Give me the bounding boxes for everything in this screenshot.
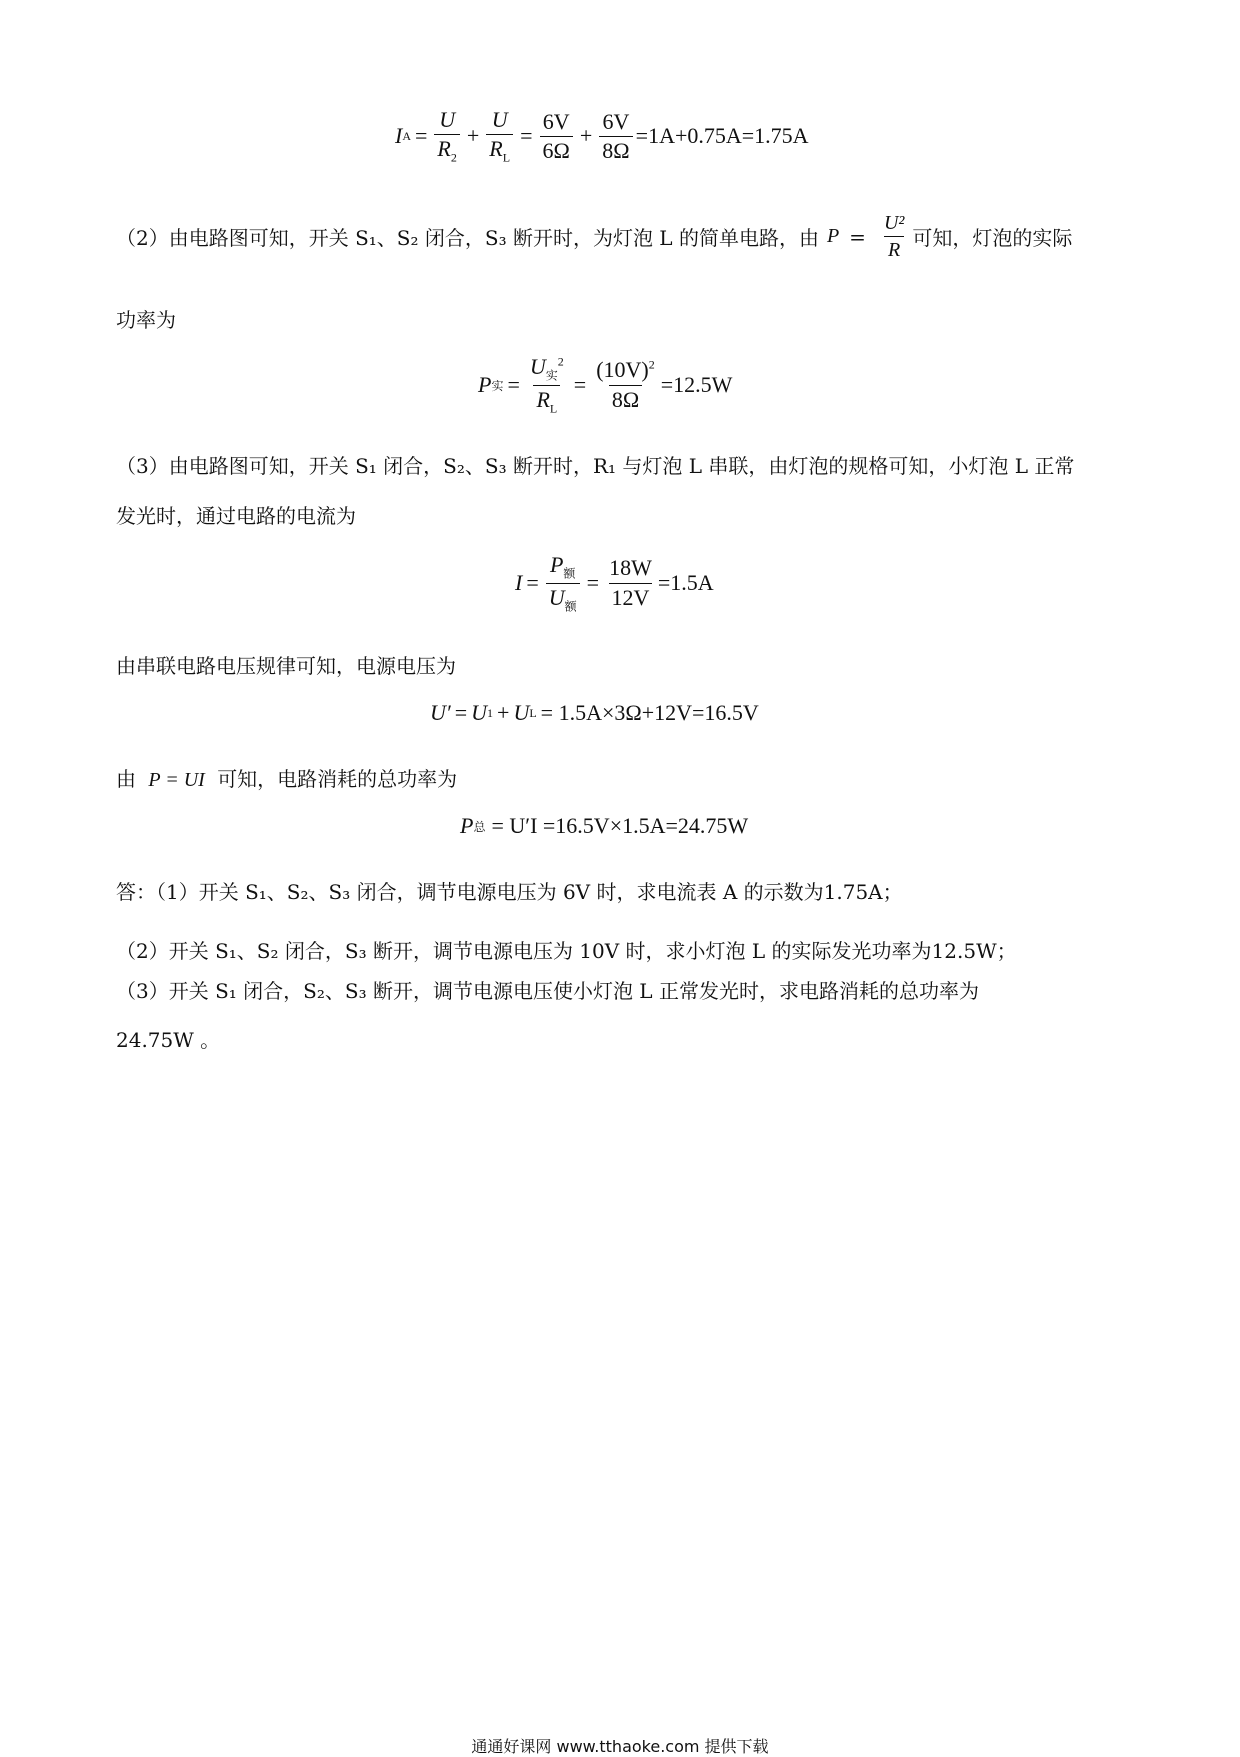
numerator-u: U (439, 107, 456, 132)
subscript-a: A (402, 128, 411, 143)
paragraph-part-2-line-2: 功率为 (116, 308, 176, 332)
answer-1: 答：（1）开关 S₁、S₂、S₃ 闭合，调节电源电压为 6V 时，求电流表 A 的示数为1.75A； (116, 880, 903, 904)
paragraph-part-3-line-1: （3）由电路图可知，开关 S₁ 闭合，S₂、S₃ 断开时，R₁ 与灯泡 L 串联，由灯泡的规格可知，小灯泡 L 正常 (116, 454, 1075, 478)
answer-2: （2）开关 S₁、S₂ 闭合，S₃ 断开，调节电源电压为 10V 时，求小灯泡 L 的实际发光功率为12.5W； (116, 939, 1017, 963)
paragraph-total-power: 由 P = UI 可知，电路消耗的总功率为 (116, 767, 458, 791)
symbol-i: I (395, 123, 403, 149)
formula-current-i: I = $\frac{P_额}{U_额}$ = $\frac{18W}{12V}$ =1.5A (515, 552, 714, 613)
formula-source-voltage: U′ = U 1 + U L = 1.5A×3Ω+12V=16.5V (430, 700, 759, 725)
denominator-8ohm: 8Ω (599, 136, 632, 163)
paragraph-part-2: （2）由电路图可知，开关 S₁、S₂ 闭合，S₃ 断开时，为灯泡 L 的简单电路，由 P = $\frac{\text{U²}}{R}$ 可知，灯泡的实际 (116, 212, 1073, 261)
formula-result: =1A+0.75A=1.75A (635, 123, 809, 149)
denominator-6ohm: 6Ω (540, 136, 573, 163)
denominator-r2: R (437, 136, 451, 162)
answer-3: （3）开关 S₁ 闭合，S₂、S₃ 断开，调节电源电压使小灯泡 L 正常发光时，求电路消耗的总功率为 (116, 979, 979, 1003)
denominator-rl: R (489, 136, 503, 162)
paragraph-series-voltage: 由串联电路电压规律可知，电源电压为 (116, 654, 456, 678)
answer-3-continued: 24.75W 。 (116, 1028, 221, 1052)
inline-fraction: $\frac{\text{U²}}{R}$ (883, 212, 905, 261)
formula-total-power: P 总 = U′I =16.5V×1.5A=24.75W (460, 813, 749, 838)
paragraph-part-3-line-2: 发光时，通过电路的电流为 (116, 504, 356, 528)
numerator-u: U (491, 107, 508, 132)
formula-current-ia: I A = $\frac{U}{R_2}$ + $\frac{U}{R_L}$ = $\frac{6V}{6\Omega}$ + $\frac{6V}{8\Omega}$ =1A+0.75A=1.75A (395, 107, 809, 165)
formula-actual-power: P 实 = $\frac{U_实^2}{R_L}$ = $\frac{(10V)^2}{8\Omega}$ =12.5W (478, 354, 733, 415)
footer-source: 通通好课网 www.tthaoke.com 提供下载 (471, 1737, 769, 1756)
symbol-p: P (826, 225, 840, 247)
numerator-6v: 6V (542, 108, 570, 134)
formula-p-ui: P = UI (148, 769, 205, 791)
numerator-6v: 6V (602, 108, 630, 134)
